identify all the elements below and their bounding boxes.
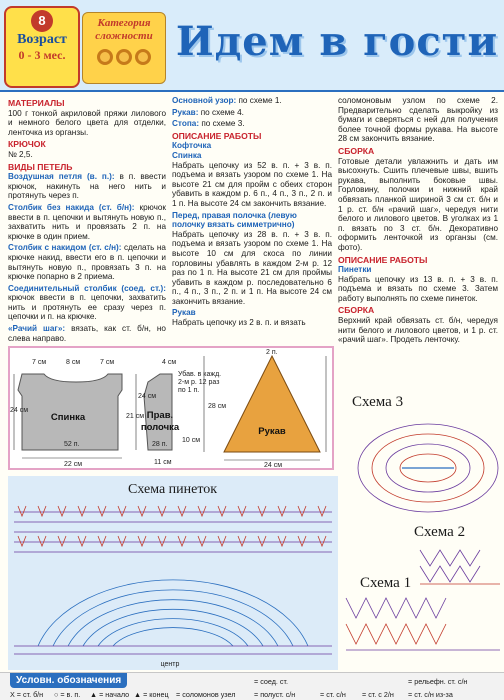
stitch-desc: крючок ввести в п. цепочки, захватить нить и протянуть ее сразу через п. цепочки и п. на крючке. bbox=[8, 293, 166, 322]
pattern-term: Основной узор: bbox=[172, 96, 237, 105]
stitch-term: Соединительный столбик (соед. ст.): bbox=[8, 283, 166, 293]
stitch-term: Воздушная петля (в. п.): bbox=[8, 172, 115, 182]
stitch-desc: сделать на крючке накид, ввести его в п. цепочки и вытянуть новую п., провязать 3 п. на крючке попарно в 2 приема. bbox=[8, 243, 166, 282]
work-heading-2: ОПИСАНИЕ РАБОТЫ bbox=[338, 254, 428, 265]
dim-label: 7 см bbox=[100, 359, 115, 366]
dim-label: 28 п. bbox=[152, 441, 168, 448]
legend-item: = рельефн. ст. с/н bbox=[408, 677, 468, 686]
dim-label: 24 см bbox=[138, 393, 157, 400]
scheme-1-diagram bbox=[346, 598, 500, 650]
difficulty-category bbox=[82, 12, 166, 84]
dim-label: 24 см bbox=[10, 407, 29, 414]
age-badge bbox=[4, 6, 80, 88]
legend-item: ▲ = начало bbox=[90, 690, 130, 699]
pattern-term: Рукав: bbox=[172, 107, 199, 117]
stitch-dc bbox=[8, 243, 166, 281]
front-note-3: по 1 п. bbox=[178, 387, 200, 394]
legend-item: = соед. ст. bbox=[254, 677, 288, 686]
legend-item: = ст. с 2/н bbox=[362, 690, 394, 699]
stitch-chain bbox=[8, 172, 166, 201]
age-label: Возраст bbox=[17, 32, 67, 47]
stitch-desc: крючок ввести в п. цепочки и вытянуть новую п., захватить нить и провязать 2 п. на крючке в один прием. bbox=[8, 202, 166, 241]
booties-text: Набрать цепочку из 13 в. п. + 3 в. п. подъема и вязать по схеме 3. Затем работу выполнять по схеме пинеток. bbox=[338, 274, 498, 303]
cuff-pattern bbox=[172, 108, 332, 118]
dim-label: 28 см bbox=[208, 403, 227, 410]
dim-label: 4 см bbox=[162, 359, 177, 366]
front-label-2: полочка bbox=[140, 422, 180, 433]
legend-item: = ст. с/н bbox=[320, 690, 346, 699]
front-note-2: 2-м р. 12 раз bbox=[178, 379, 220, 386]
front-label-1: Прав. bbox=[146, 410, 174, 421]
legend-item: = ст. с/н из-за bbox=[408, 690, 453, 699]
text-column-2 bbox=[172, 96, 332, 330]
assembly-heading-2: СБОРКА bbox=[338, 305, 375, 316]
legend-item: = соломонов узел bbox=[176, 690, 236, 699]
hook-text: № 2,5. bbox=[8, 149, 33, 159]
booties-scheme-panel bbox=[8, 476, 338, 670]
dim-label: 2 п. bbox=[266, 349, 278, 356]
main-pattern bbox=[172, 96, 332, 106]
text-column-3 bbox=[338, 96, 498, 347]
dim-label: 10 см bbox=[182, 437, 201, 444]
scheme-3-diagram bbox=[358, 424, 498, 512]
page-header bbox=[0, 0, 504, 92]
scheme-3-title: Схема 3 bbox=[352, 394, 404, 410]
legend-item: X = ст. б/н bbox=[10, 690, 44, 699]
back-heading: Спинка bbox=[172, 150, 202, 160]
legend-title: Условн. обозначения bbox=[10, 673, 127, 688]
scheme-2-title: Схема 2 bbox=[414, 524, 466, 540]
dim-label: 21 см bbox=[126, 413, 145, 420]
stitch-types-heading: ВИДЫ ПЕТЕЛЬ bbox=[8, 161, 73, 172]
booties-scheme-svg bbox=[8, 476, 338, 670]
snail-icon bbox=[116, 49, 132, 65]
stitch-desc: в п. ввести крючок, накинуть на него нить и протянуть через п. bbox=[8, 172, 166, 201]
back-label: Спинка bbox=[50, 412, 86, 423]
sleeve-text-cont: соломоновым узлом по схеме 2. Предварительно сделать выкройку из бумаги и сверяться с ней для получения более точной формы рукава. На высоте 28 см закончить вязание. bbox=[338, 96, 498, 144]
sleeve-piece bbox=[224, 356, 320, 452]
hook-heading: КРЮЧОК bbox=[8, 139, 46, 150]
difficulty-icons bbox=[83, 49, 165, 65]
snail-icon bbox=[97, 49, 113, 65]
sleeve-text: Набрать цепочку из 2 в. п. и вязать bbox=[172, 318, 306, 328]
back-text: Набрать цепочку из 52 в. п. + 3 в. п. подъема и вязать узором по схеме 1. На высоте 21 см для пройм с обеих сторон убавить в каждом р. 6 п., 4 п., 3 п., 2 п. и 1 п. На высоте 24 см закончить вязание. bbox=[172, 160, 332, 208]
pattern-desc: по схеме 4. bbox=[198, 107, 244, 117]
stitch-slip bbox=[8, 284, 166, 322]
front-heading: Перед, правая полочка (левую полочку вязать симметрично) bbox=[172, 210, 297, 230]
stitch-term: «Рачий шаг»: bbox=[8, 324, 66, 334]
pattern-desc: по схеме 3. bbox=[199, 119, 245, 129]
text-column-1 bbox=[8, 96, 166, 345]
stitch-desc: вязать, как ст. б/н, но слева направо. bbox=[8, 324, 166, 343]
scheme-2-diagram bbox=[420, 550, 500, 584]
age-range: 0 - 3 мес. bbox=[18, 48, 66, 62]
difficulty-label: Категория сложности bbox=[95, 17, 153, 42]
stitch-term: Столбик без накида (ст. б/н): bbox=[8, 202, 135, 212]
center-label: центр bbox=[160, 661, 180, 668]
dim-label: 8 см bbox=[66, 359, 81, 366]
legend-item: ○ = в. п. bbox=[54, 690, 81, 699]
pattern-term: Стопа: bbox=[172, 119, 200, 129]
legend-item: ▲ = конец bbox=[134, 690, 169, 699]
materials-heading: МАТЕРИАЛЫ bbox=[8, 98, 65, 108]
assembly-heading: СБОРКА bbox=[338, 145, 375, 156]
legend-item: = полуст. с/н bbox=[254, 690, 296, 699]
symbols-legend bbox=[0, 672, 504, 700]
stitch-term: Столбик с накидом (ст. с/н): bbox=[8, 243, 122, 253]
assembly-text-2: Верхний край обвязать ст. б/н, чередуя нити белого и лилового цветов, и 1 р. ст. «рачий шаг». Продеть ленточку. bbox=[338, 316, 498, 345]
snail-icon bbox=[135, 49, 151, 65]
pattern-desc: по схеме 1. bbox=[236, 96, 282, 105]
booties-scheme-title: Схема пинеток bbox=[128, 482, 218, 497]
dim-label: 52 п. bbox=[64, 441, 80, 448]
sleeve-label: Рукав bbox=[258, 426, 286, 437]
jacket-heading: Кофточка bbox=[172, 141, 212, 151]
page-number-badge: 8 bbox=[31, 10, 53, 32]
sole-pattern bbox=[172, 119, 332, 129]
pattern-svg bbox=[10, 348, 332, 468]
front-text: Набрать цепочку из 28 в. п. + 3 в. п. подъема и вязать узором по схеме 1. На высоте 10 см для скоса по линии горловины убавлять в каждом 2-м р. 12 раз по 1 п. На высоте 21 см для проймы убавить в каждом р. последовательно 6 п., 4 п., 3 п., 2 п. и 1 п. На высоте 24 см закончить вязание. bbox=[172, 229, 332, 306]
stitch-sc bbox=[8, 203, 166, 241]
page-title: Идем в гости bbox=[175, 18, 499, 65]
stitch-crab bbox=[8, 324, 166, 343]
pattern-pieces bbox=[8, 346, 334, 470]
booties-heading: Пинетки bbox=[338, 265, 372, 275]
dim-label: 22 см bbox=[64, 461, 83, 468]
sleeve-heading: Рукав bbox=[172, 308, 196, 318]
work-heading: ОПИСАНИЕ РАБОТЫ bbox=[172, 130, 262, 141]
scheme-1-title: Схема 1 bbox=[360, 575, 412, 591]
dim-label: 7 см bbox=[32, 359, 47, 366]
booties-arcs bbox=[38, 580, 308, 646]
dim-label: 24 см bbox=[264, 462, 283, 468]
assembly-text: Готовые детали увлажнить и дать им высохнуть. Сшить плечевые швы, вшить рукава, выполнить боковые швы. Горловину, полочки и нижний край обвязать планкой шириной 3 см ст. б/н и 1 р. ст. б/н «рачий шаг», чередуя нити белого и лилового цветов. В уголках из 1 п. вязать по 3 ст. б/н. Декоративно оформить ленточкой из органзы (см. фото). bbox=[338, 156, 498, 252]
front-note-1: Убав. в кажд. bbox=[178, 371, 222, 378]
materials-text: 100 г тонкой акриловой пряжи лилового и немного белого цвета для отделки, ленточка из органзы. bbox=[8, 108, 166, 137]
dim-label: 11 см bbox=[154, 459, 172, 466]
